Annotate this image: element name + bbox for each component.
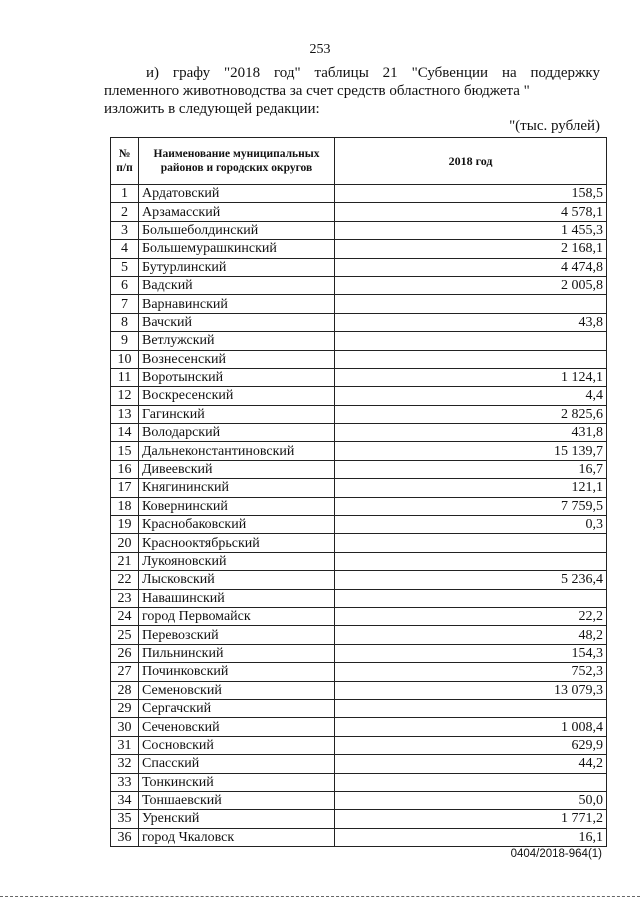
- district-name: Краснобаковский: [139, 516, 335, 534]
- amount-2018: [335, 332, 607, 350]
- row-number: 33: [111, 773, 139, 791]
- district-name: Володарский: [139, 424, 335, 442]
- intro-line-2: племенного животноводства за счет средств областного бюджета ": [104, 83, 530, 99]
- amount-2018: 4,4: [335, 387, 607, 405]
- table-row: [111, 571, 607, 589]
- district-name: Тоншаевский: [139, 791, 335, 809]
- district-name: Воротынский: [139, 368, 335, 386]
- row-number: 34: [111, 791, 139, 809]
- district-name: Починковский: [139, 663, 335, 681]
- table-row: [111, 534, 607, 552]
- table-row: [111, 699, 607, 717]
- amount-2018: 44,2: [335, 755, 607, 773]
- row-number: 15: [111, 442, 139, 460]
- amount-2018: [335, 589, 607, 607]
- amount-2018: 431,8: [335, 424, 607, 442]
- row-number: 6: [111, 276, 139, 294]
- row-number: 26: [111, 644, 139, 662]
- header-name: Наименование муниципальных районов и городских округов: [139, 138, 335, 185]
- table-row: [111, 681, 607, 699]
- amount-2018: [335, 350, 607, 368]
- row-number: 18: [111, 497, 139, 515]
- row-number: 8: [111, 313, 139, 331]
- header-year: 2018 год: [335, 138, 607, 185]
- row-number: 16: [111, 460, 139, 478]
- intro-line-3: изложить в следующей редакции:: [104, 101, 320, 117]
- amount-2018: 16,1: [335, 828, 607, 846]
- amount-2018: 1 124,1: [335, 368, 607, 386]
- district-name: Большеболдинский: [139, 221, 335, 239]
- district-name: Сеченовский: [139, 718, 335, 736]
- amount-2018: 2 825,6: [335, 405, 607, 423]
- amount-2018: [335, 699, 607, 717]
- row-number: 3: [111, 221, 139, 239]
- district-name: Большемурашкинский: [139, 240, 335, 258]
- amount-2018: 1 455,3: [335, 221, 607, 239]
- table-row: [111, 516, 607, 534]
- table-row: [111, 424, 607, 442]
- table-row: [111, 773, 607, 791]
- district-name: Лукояновский: [139, 552, 335, 570]
- intro-line-1: и) графу "2018 год" таблицы 21 "Субвенции на поддержку: [146, 65, 600, 81]
- table-row: [111, 626, 607, 644]
- row-number: 9: [111, 332, 139, 350]
- amount-2018: [335, 773, 607, 791]
- row-number: 31: [111, 736, 139, 754]
- district-name: Сосновский: [139, 736, 335, 754]
- district-name: Бутурлинский: [139, 258, 335, 276]
- district-name: Семеновский: [139, 681, 335, 699]
- amount-2018: 121,1: [335, 479, 607, 497]
- table-row: [111, 332, 607, 350]
- row-number: 17: [111, 479, 139, 497]
- row-number: 13: [111, 405, 139, 423]
- district-name: Гагинский: [139, 405, 335, 423]
- row-number: 21: [111, 552, 139, 570]
- district-name: Вознесенский: [139, 350, 335, 368]
- row-number: 36: [111, 828, 139, 846]
- amount-2018: 16,7: [335, 460, 607, 478]
- amount-2018: 22,2: [335, 607, 607, 625]
- district-name: Ветлужский: [139, 332, 335, 350]
- row-number: 30: [111, 718, 139, 736]
- amount-2018: [335, 534, 607, 552]
- row-number: 19: [111, 516, 139, 534]
- row-number: 10: [111, 350, 139, 368]
- district-name: Дивеевский: [139, 460, 335, 478]
- amount-2018: [335, 552, 607, 570]
- amount-2018: 158,5: [335, 185, 607, 203]
- amount-2018: 50,0: [335, 791, 607, 809]
- row-number: 27: [111, 663, 139, 681]
- row-number: 22: [111, 571, 139, 589]
- amount-2018: 1 008,4: [335, 718, 607, 736]
- amount-2018: 1 771,2: [335, 810, 607, 828]
- table-row: [111, 203, 607, 221]
- row-number: 5: [111, 258, 139, 276]
- district-name: Княгининский: [139, 479, 335, 497]
- table-row: [111, 387, 607, 405]
- table-row: [111, 442, 607, 460]
- table-row: [111, 350, 607, 368]
- table-row: [111, 313, 607, 331]
- row-number: 32: [111, 755, 139, 773]
- table-row: [111, 368, 607, 386]
- amount-2018: 154,3: [335, 644, 607, 662]
- amount-2018: [335, 295, 607, 313]
- amount-2018: 2 168,1: [335, 240, 607, 258]
- table-row: [111, 736, 607, 754]
- intro-paragraph: [104, 64, 600, 118]
- row-number: 23: [111, 589, 139, 607]
- table-row: [111, 497, 607, 515]
- district-name: Лысковский: [139, 571, 335, 589]
- district-name: Краснооктябрьский: [139, 534, 335, 552]
- district-name: город Первомайск: [139, 607, 335, 625]
- table-body: [111, 185, 607, 847]
- amount-2018: 5 236,4: [335, 571, 607, 589]
- row-number: 28: [111, 681, 139, 699]
- district-name: город Чкаловск: [139, 828, 335, 846]
- district-name: Сергачский: [139, 699, 335, 717]
- district-name: Дальнеконстантиновский: [139, 442, 335, 460]
- amount-2018: 4 578,1: [335, 203, 607, 221]
- district-name: Навашинский: [139, 589, 335, 607]
- amount-2018: 752,3: [335, 663, 607, 681]
- table-row: [111, 479, 607, 497]
- row-number: 24: [111, 607, 139, 625]
- table-row: [111, 185, 607, 203]
- district-name: Ардатовский: [139, 185, 335, 203]
- row-number: 25: [111, 626, 139, 644]
- table-row: [111, 240, 607, 258]
- district-name: Ковернинский: [139, 497, 335, 515]
- amount-2018: 4 474,8: [335, 258, 607, 276]
- district-name: Варнавинский: [139, 295, 335, 313]
- table-row: [111, 460, 607, 478]
- table-row: [111, 607, 607, 625]
- table-row: [111, 295, 607, 313]
- page-number: 253: [309, 42, 331, 57]
- row-number: 20: [111, 534, 139, 552]
- district-name: Пильнинский: [139, 644, 335, 662]
- district-name: Спасский: [139, 755, 335, 773]
- row-number: 7: [111, 295, 139, 313]
- table-row: [111, 810, 607, 828]
- table-row: [111, 221, 607, 239]
- subsidy-table: [110, 137, 607, 847]
- amount-2018: 2 005,8: [335, 276, 607, 294]
- district-name: Уренский: [139, 810, 335, 828]
- table-row: [111, 644, 607, 662]
- district-name: Вадский: [139, 276, 335, 294]
- amount-2018: 15 139,7: [335, 442, 607, 460]
- table-row: [111, 718, 607, 736]
- bottom-divider: [0, 896, 640, 899]
- table-row: [111, 755, 607, 773]
- row-number: 12: [111, 387, 139, 405]
- row-number: 1: [111, 185, 139, 203]
- table-row: [111, 663, 607, 681]
- table-row: [111, 791, 607, 809]
- district-name: Арзамасский: [139, 203, 335, 221]
- row-number: 35: [111, 810, 139, 828]
- row-number: 4: [111, 240, 139, 258]
- table-row: [111, 258, 607, 276]
- row-number: 14: [111, 424, 139, 442]
- district-name: Воскресенский: [139, 387, 335, 405]
- district-name: Вачский: [139, 313, 335, 331]
- table-row: [111, 589, 607, 607]
- amount-2018: 629,9: [335, 736, 607, 754]
- row-number: 2: [111, 203, 139, 221]
- table-row: [111, 828, 607, 846]
- table-row: [111, 276, 607, 294]
- amount-2018: 0,3: [335, 516, 607, 534]
- unit-note: "(тыс. рублей): [509, 118, 600, 134]
- header-num: № п/п: [111, 138, 139, 185]
- amount-2018: 43,8: [335, 313, 607, 331]
- table-header-row: [111, 138, 607, 185]
- amount-2018: 13 079,3: [335, 681, 607, 699]
- row-number: 29: [111, 699, 139, 717]
- table-row: [111, 405, 607, 423]
- amount-2018: 48,2: [335, 626, 607, 644]
- row-number: 11: [111, 368, 139, 386]
- table-row: [111, 552, 607, 570]
- district-name: Перевозский: [139, 626, 335, 644]
- district-name: Тонкинский: [139, 773, 335, 791]
- amount-2018: 7 759,5: [335, 497, 607, 515]
- document-code: 0404/2018-964(1): [510, 848, 602, 860]
